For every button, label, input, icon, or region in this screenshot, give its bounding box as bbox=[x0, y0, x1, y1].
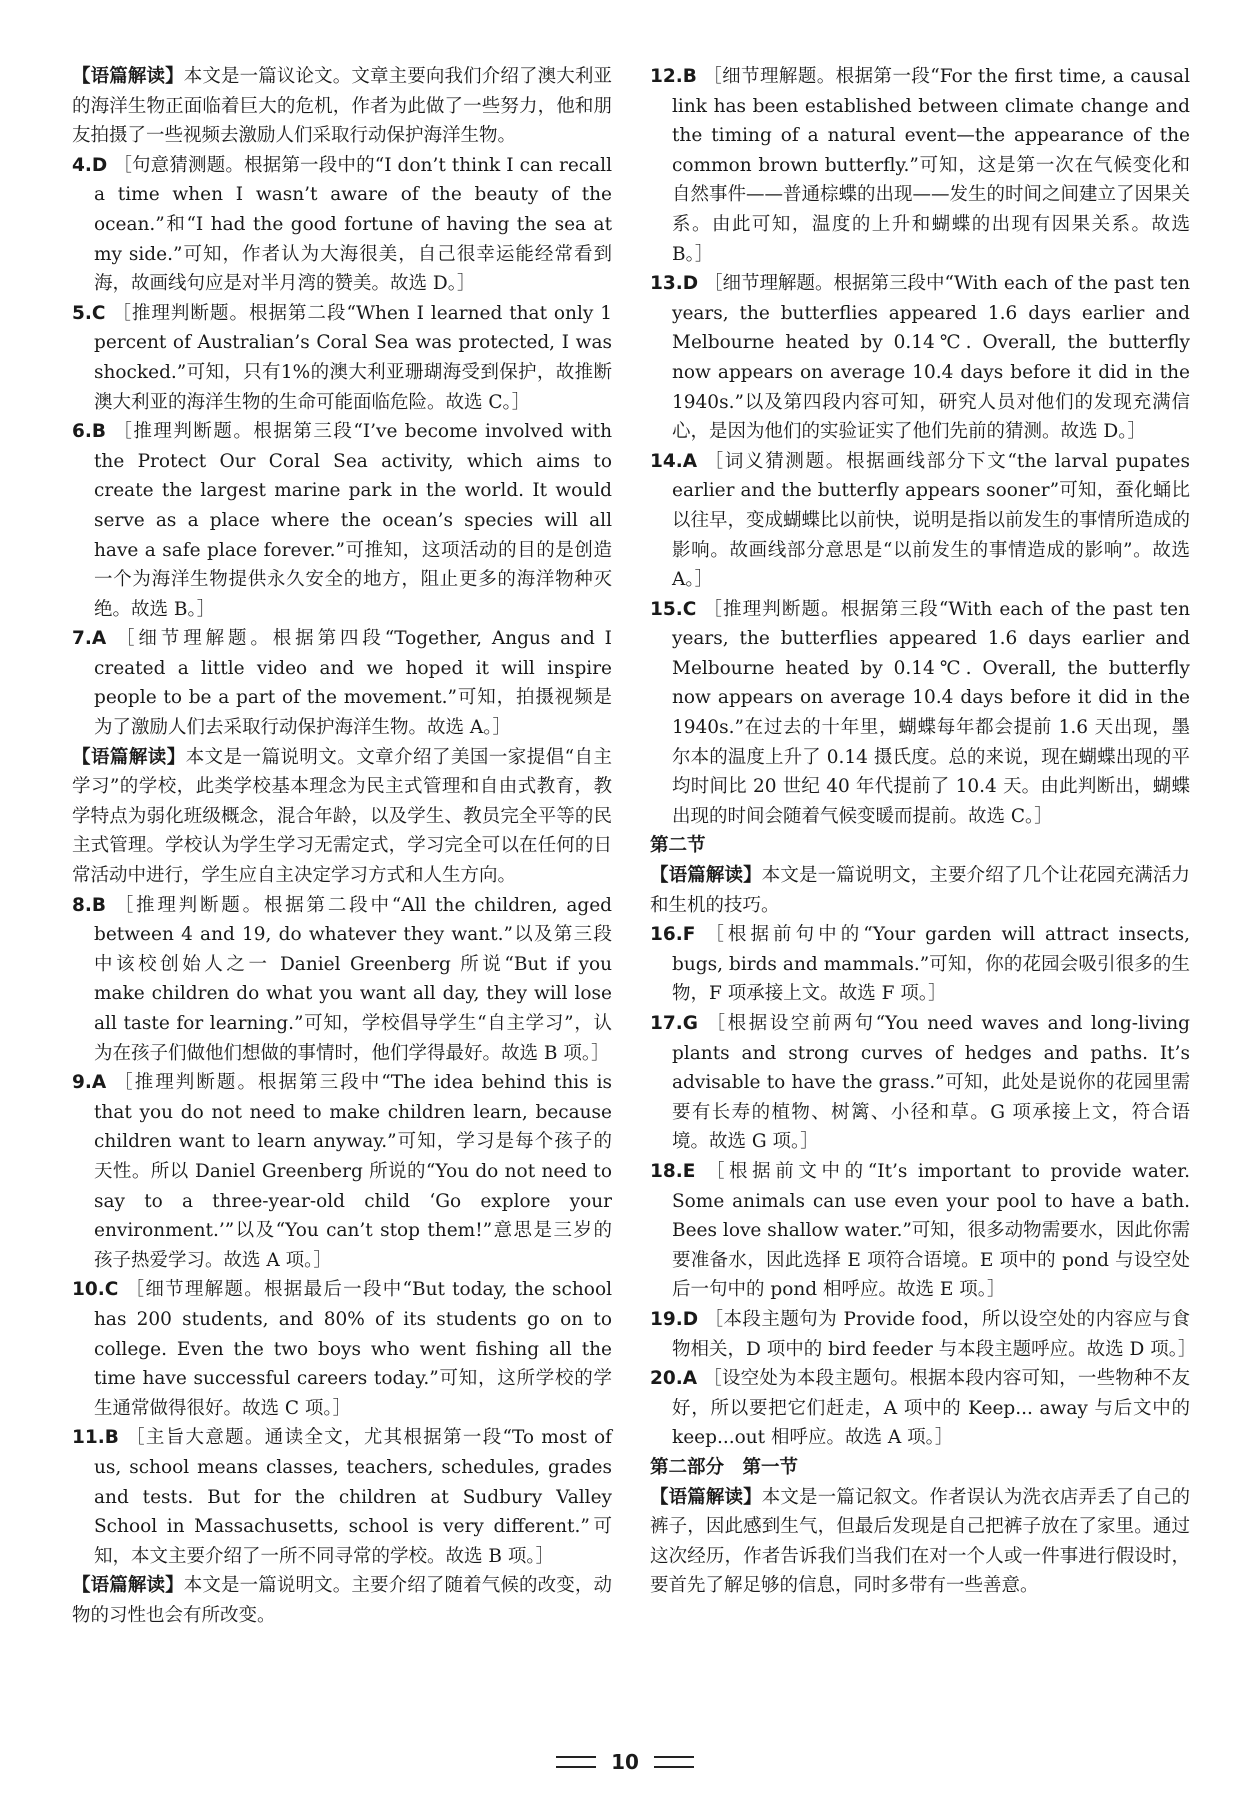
answer-item: 10.C ［细节理解题。根据最后一段中“But today, the school has 200 students, and 80% of its students go on to college. Even the two boys who went fishing all the time have successful careers today.”可知，这所学校的学生通常做得很好。故选 C 项。］ bbox=[72, 1279, 612, 1419]
reading-summary: 【语篇解读】本文是一篇记叙文。作者误认为洗衣店弄丢了自己的裤子，因此感到生气，但最后发现是自己把裤子放在了家里。通过这次经历，作者告诉我们当我们在对一个人或一件事进行假设时，要首先了解足够的信息，同时多带有一些善意。 bbox=[650, 1486, 1190, 1597]
answer-item: 13.D ［细节理解题。根据第三段中“With each of the past ten years, the butterflies appeared 1.6 days earlier and Melbourne heated by 0.14℃. Overall, the butterfly now appears on average 10.4 days before it did in the 1940s.”以及第四段内容可知，研究人员对他们的发现充满信心，是因为他们的实验证实了他们先前的猜测。故选 D。］ bbox=[650, 273, 1190, 443]
left-column bbox=[72, 62, 612, 1630]
footer-rule-right bbox=[654, 1756, 694, 1768]
answer-item: 7.A ［细节理解题。根据第四段“Together, Angus and I created a little video and we hoped it will inspire people to be a part of the movement.”可知，拍摄视频是为了激励人们去采取行动保护海洋生物。故选 A。］ bbox=[72, 628, 612, 739]
answer-item: 12.B ［细节理解题。根据第一段“For the first time, a causal link has been established between climate change and the timing of a natural event—the appearance of the common brown butterfly.”可知，这是第一次在气候变化和自然事件——普通棕蝶的出现——发生的时间之间建立了因果关系。由此可知，温度的上升和蝴蝶的出现有因果关系。故选 B。］ bbox=[650, 66, 1191, 265]
reading-summary: 【语篇解读】本文是一篇说明文。文章介绍了美国一家提倡“自主学习”的学校，此类学校基本理念为民主式管理和自由式教育，教学特点为弱化班级概念，混合年龄，以及学生、教员完全平等的民主式管理。学校认为学生学习无需定式，学习完全可以在任何的日常活动中进行，学生应自主决定学习方式和人生方向。 bbox=[72, 746, 612, 887]
answer-item: 19.D ［本段主题句为 Provide food，所以设空处的内容应与食物相关，D 项中的 bird feeder 与本段主题呼应。故选 D 项。］ bbox=[650, 1308, 1197, 1360]
page-footer bbox=[0, 1750, 1250, 1774]
footer-rule-left bbox=[556, 1756, 596, 1768]
answer-item: 18.E ［根据前文中的“It’s important to provide water. Some animals can use even your pool to have a bath. Bees love shallow water.”可知，很多动物需要水，因此你需要准备水，因此选择 E 项符合语境。E 项中的 pond 与设空处后一句中的 pond 相呼应。故选 E 项。］ bbox=[650, 1160, 1190, 1301]
reading-summary: 【语篇解读】本文是一篇说明文。主要介绍了随着气候的改变，动物的习性也会有所改变。 bbox=[72, 1575, 612, 1626]
answer-item: 14.A ［词义猜测题。根据画线部分下文“the larval pupates earlier and the butterfly appears sooner”可知，蚕化蛹比以往早，变成蝴蝶比以前快，说明是指以前发生的事情所造成的影响。故画线部分意思是“以前发生的事情造成的影响”。故选 A。］ bbox=[650, 450, 1191, 591]
answer-item: 15.C ［推理判断题。根据第三段“With each of the past ten years, the butterflies appeared 1.6 days earlier and Melbourne heated by 0.14℃. Overall, the butterfly now appears on average 10.4 days before it did in the 1940s.”在过去的十年里，蝴蝶每年都会提前 1.6 天出现，墨尔本的温度上升了 0.14 摄氏度。总的来说，现在蝴蝶出现的平均时间比 20 世纪 40 年代提前了 10.4 天。由此判断出，蝴蝶出现的时间会随着气候变暖而提前。故选 C。］ bbox=[650, 598, 1190, 827]
right-column bbox=[650, 62, 1197, 1601]
answer-item: 11.B ［主旨大意题。通读全文，尤其根据第一段“To most of us, school means classes, teachers, schedules, grades and tests. But for the children at Sudbury Valley School in Massachusetts, school is very different.”可知，本文主要介绍了一所不同寻常的学校。故选 B 项。］ bbox=[72, 1427, 612, 1567]
answer-item: 8.B ［推理判断题。根据第二段中“All the children, aged between 4 and 19, do whatever they want.”以及第三段中该校创始人之一 Daniel Greenberg 所说“But if you make children do what you want all day, they will lose all taste for learning.”可知，学校倡导学生“自主学习”，认为在孩子们做他们想做的事情时，他们学得最好。故选 B 项。］ bbox=[72, 894, 612, 1064]
answer-item: 20.A ［设空处为本段主题句。根据本段内容可知，一些物种不友好，所以要把它们赶走，A 项中的 Keep... away 与后文中的 keep...out 相呼应。故选 A 项。］ bbox=[650, 1368, 1190, 1449]
page-number: 10 bbox=[611, 1750, 639, 1774]
section-heading: 第二部分 第一节 bbox=[650, 1456, 799, 1478]
section-heading: 第二节 bbox=[650, 835, 706, 857]
reading-summary: 【语篇解读】本文是一篇说明文，主要介绍了几个让花园充满活力和生机的技巧。 bbox=[650, 865, 1190, 916]
answer-item: 5.C ［推理判断题。根据第二段“When I learned that only 1 percent of Australian’s Coral Sea was protected, I was shocked.”可知，只有1%的澳大利亚珊瑚海受到保护，故推断澳大利亚的海洋生物的生命可能面临危险。故选 C。］ bbox=[72, 302, 612, 413]
answer-item: 6.B ［推理判断题。根据第三段“I’ve become involved with the Protect Our Coral Sea activity, which aims to create the largest marine park in the world. It would serve as a place where the ocean’s species will all have a safe place forever.”可推知，这项活动的目的是创造一个为海洋生物提供永久安全的地方，阻止更多的海洋物种灭绝。故选 B。］ bbox=[72, 421, 612, 620]
reading-summary: 【语篇解读】本文是一篇议论文。文章主要向我们介绍了澳大利亚的海洋生物正面临着巨大的危机，作者为此做了一些努力，他和朋友拍摄了一些视频去激励人们采取行动保护海洋生物。 bbox=[72, 66, 612, 147]
answer-item: 16.F ［根据前句中的“Your garden will attract insects, bugs, birds and mammals.”可知，你的花园会吸引很多的生物，F 项承接上文。故选 F 项。］ bbox=[650, 924, 1191, 1005]
answer-item: 9.A ［推理判断题。根据第三段中“The idea behind this is that you do not need to make children learn, because children want to learn anyway.”可知，学习是每个孩子的天性。所以 Daniel Greenberg 所说的“You do not need to say to a three-year-old child ‘Go explore your environment.’”以及“You can’t stop them!”意思是三岁的孩子热爱学习。故选 A 项。］ bbox=[72, 1072, 612, 1271]
answer-item: 4.D ［句意猜测题。根据第一段中的“I don’t think I can recall a time when I wasn’t aware of the beauty of the ocean.”和“I had the good fortune of having the sea at my side.”可知，作者认为大海很美，自己很幸运能经常看到海，故画线句应是对半月湾的赞美。故选 D。］ bbox=[72, 154, 612, 295]
answer-item: 17.G ［根据设空前两句“You need waves and long-living plants and strong curves of hedges and paths. It’s advisable to have the grass.”可知，此处是说你的花园里需要有长寿的植物、树篱、小径和草。G 项承接上文，符合语境。故选 G 项。］ bbox=[650, 1013, 1190, 1153]
